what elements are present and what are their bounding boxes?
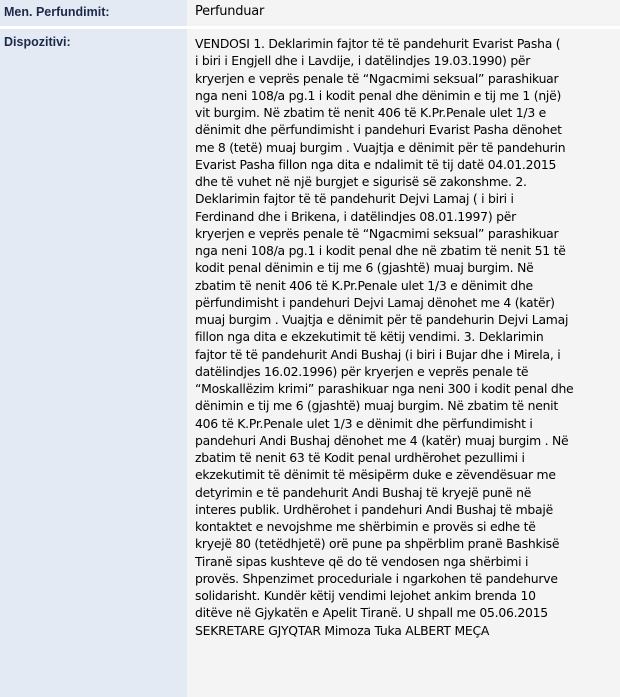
disposition-line: dënimin e tij me 6 (gjashtë) muaj burgim. Në zbatim të nenit: [195, 398, 558, 414]
disposition-line: përfundimisht i pandehuri Dejvi Lamaj dënohet me 4 (katër): [195, 294, 555, 310]
disposition-line: detyrimin e të pandehurit Andi Bushaj të kryejë punë në: [195, 484, 532, 500]
disposition-label: Dispozitivi:: [0, 29, 187, 697]
disposition-line: VENDOSI 1. Deklarimin fajtor të të pandehurit Evarist Pasha (: [195, 36, 561, 51]
disposition-line: zbatim të nenit 63 të Kodit penal urdhërohet pezullimi i: [195, 450, 525, 465]
disposition-line: ekzekutimit të dënimit të mësipërm duke e zëvendësuar me: [195, 467, 556, 483]
outcome-value: Perfunduar: [187, 0, 620, 29]
disposition-line: vit burgim. Në zbatim të nenit 406 të K.Pr.Penale ulet 1/3 e: [195, 105, 547, 120]
disposition-line: zbatim të nenit 406 të K.Pr.Penale ulet 1/3 e dënimit dhe: [195, 277, 533, 293]
disposition-line: interes publik. Urdhërohet i pandehuri Andi Bushaj të mbajë: [195, 501, 553, 517]
outcome-label: Men. Perfundimit:: [0, 0, 187, 29]
disposition-line: fajtor të të pandehurit Andi Bushaj (i biri i Bujar dhe i Mirela, i: [195, 346, 561, 362]
disposition-line: kryerjen e veprës penale të “Ngacmimi seksual” parashikuar: [195, 70, 559, 86]
disposition-line: dënimit dhe përfundimisht i pandehuri Evarist Pasha dënohet: [195, 122, 562, 138]
disposition-line: ditëve në Gjykatën e Apelit Tiranë. U shpall me 05.06.2015: [195, 605, 548, 621]
disposition-line: muaj burgim . Vuajtja e dënimit për të pandehurin Dejvi Lamaj: [195, 312, 569, 327]
disposition-line: Deklarimin fajtor të të pandehurit Dejvi Lamaj ( i biri i: [195, 191, 514, 207]
disposition-line: 406 të K.Pr.Penale ulet 1/3 e dënimit dhe përfundimisht i: [195, 415, 533, 431]
disposition-line: SEKRETARE GJYQTAR Mimoza Tuka ALBERT MEÇA: [195, 622, 490, 638]
disposition-line: kodit penal dënimin e tij me 6 (gjashtë) muaj burgim. Në: [195, 260, 534, 276]
disposition-line: kryejë 80 (tetëdhjetë) orë pune pa shpërblim pranë Bashkisë: [195, 536, 560, 552]
disposition-line: provës. Shpenzimet proceduriale i ngarkohen të pandehurve: [195, 570, 558, 586]
outcome-row: [0, 0, 620, 29]
disposition-row: [0, 29, 620, 697]
disposition-line: Tiranë sipas kushteve që do të vendosen nga shërbimi i: [195, 553, 529, 569]
disposition-line: me 8 (tetë) muaj burgim . Vuajtja e dënimit për të pandehurin: [195, 139, 566, 155]
disposition-line: nga neni 108/a pg.1 i kodit penal dhe dënimin e tij me 1 (një): [195, 87, 562, 103]
disposition-line: “Moskallëzim krimi” parashikuar nga neni 300 i kodit penal dhe: [195, 381, 574, 396]
disposition-line: kryerjen e veprës penale të “Ngacmimi seksual” parashikuar: [195, 225, 559, 241]
disposition-line: solidarisht. Kundër këtij vendimi lejohet ankim brenda 10: [195, 588, 536, 603]
disposition-line: pandehuri Andi Bushaj dënohet me 4 (katër) muaj burgim . Në: [195, 432, 569, 448]
disposition-line: kontaktet e nevojshme me shërbimin e provës si edhe të: [195, 519, 536, 534]
disposition-line: Ferdinand dhe i Brikena, i datëlindjes 08.01.1997) për: [195, 208, 516, 224]
disposition-line: dhe të vuhet në një burgjet e sigurisë së zakonshme. 2.: [195, 174, 527, 189]
disposition-line: datëlindjes 16.02.1996) për kryerjen e veprës penale të: [195, 363, 529, 379]
disposition-line: fillon nga dita e ekzekutimit të këtij vendimi. 3. Deklarimin: [195, 329, 544, 345]
disposition-value: [187, 29, 620, 697]
disposition-line: nga neni 108/a pg.1 i kodit penal dhe në zbatim të nenit 51 të: [195, 243, 566, 258]
disposition-text: [195, 35, 613, 639]
disposition-line: i biri i Engjell dhe i Lavdije, i datëlindjes 19.03.1990) për: [195, 53, 531, 69]
disposition-line: Evarist Pasha fillon nga dita e ndalimit të tij datë 04.01.2015: [195, 156, 557, 172]
